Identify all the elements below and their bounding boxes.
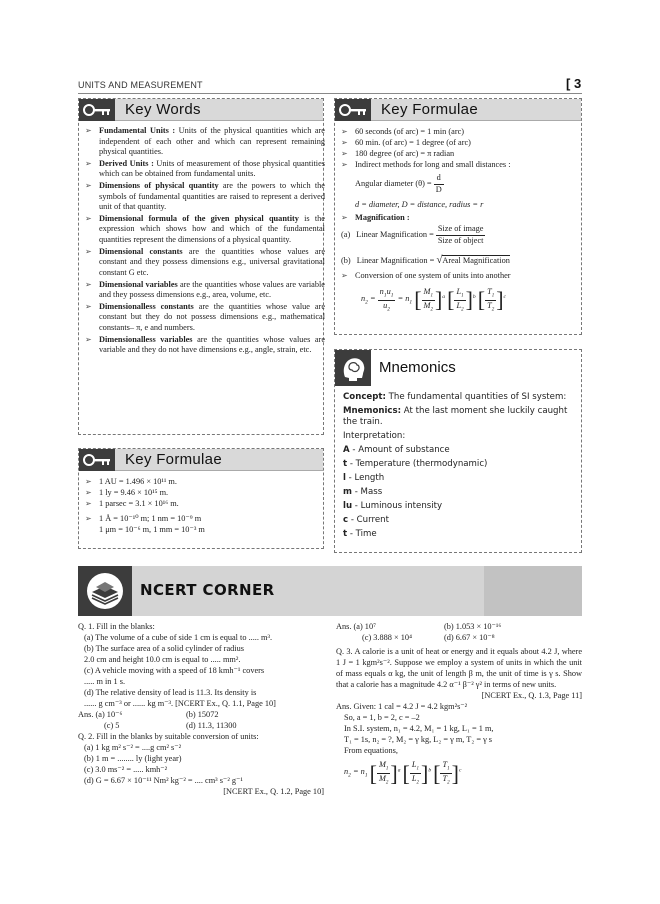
list-item: ➢ Dimensional variables are the quantities whose values are variable and they possess dimensions e.g., area, volume, etc. (85, 279, 325, 300)
q1-answer-row2: (c) 5 (d) 11.3, 11300 (104, 721, 237, 730)
list-item: ➢ Indirect methods for long and small distances : (341, 160, 511, 169)
q3-answer-line5: From equations, (344, 745, 398, 755)
q1-answer-row1: Ans. (a) 10⁻⁶ (b) 15072 (78, 710, 219, 719)
interpretation-label: Interpretation: (343, 430, 406, 441)
ncert-left-column (78, 622, 324, 798)
arrow-bullet-icon: ➢ (341, 127, 348, 136)
q1-part-d-line2: ...... g cm⁻³ or ...... kg m⁻³. [NCERT Ex., Q. 1.1, Page 10] (84, 699, 276, 708)
list-item: ➢ 1 parsec = 3.1 × 10¹⁶ m. (85, 499, 179, 508)
list-item: t - Temperature (thermodynamic) (343, 458, 488, 469)
mnemonics-box (334, 349, 582, 553)
arrow-bullet-icon: ➢ (341, 160, 348, 169)
list-item: ➢ 1 AU = 1.496 × 10¹¹ m. (85, 477, 177, 486)
key-words-title-bar (79, 99, 323, 121)
list-item: ➢ 1 Å = 10⁻¹⁰ m; 1 nm = 10⁻⁹ m (85, 514, 202, 523)
arrow-bullet-icon: ➢ (85, 181, 92, 191)
mnemonics-title: Mnemonics (379, 359, 456, 377)
q2-heading: Q. 2. Fill in the blanks by suitable conversion of units: (78, 732, 259, 741)
q1-part-c-line1: (c) A vehicle moving with a speed of 18 kmh⁻¹ covers (84, 666, 265, 675)
arrow-bullet-icon: ➢ (341, 138, 348, 147)
header-divider (78, 93, 582, 94)
q2-part-d: (d) G = 6.67 × 10⁻¹¹ Nm² kg⁻² = .... cm³ s⁻² g⁻¹ (84, 776, 243, 785)
linear-magnification-a: (a) Linear Magnification = $\frac{\text{Size of image}}{\text{Size of object}}$ (341, 224, 484, 245)
ncert-banner-right (484, 566, 582, 616)
q3-text: Q. 3. A calorie is a unit of heat or energy and it equals about 4.2 J, where 1 J = 1 kgm²s⁻². Suppose we employ a system of units in which the unit of mass equals α kg, the unit of length β m, the unit of time is γ s. Show that a calorie has a magnitude 4.2 α⁻¹ β⁻² γ² in terms of new units. (336, 647, 582, 689)
q1-part-b-line2: 2.0 cm and height 10.0 cm is equal to ..... mm². (84, 655, 241, 664)
list-item: lu - Luminous intensity (343, 500, 443, 511)
ncert-banner (78, 566, 484, 616)
key-words-title: Key Words (125, 100, 201, 118)
q1-part-c-line2: ..... m in 1 s. (84, 677, 126, 686)
arrow-bullet-icon: ➢ (85, 213, 92, 223)
list-item: ➢ Derived Units : Units of measurement of those physical quantities which can be obtained from fundamental units. (85, 158, 326, 179)
q3-answer-line2: So, a = 1, b = 2, c = –2 (344, 712, 420, 722)
key-icon (79, 449, 115, 471)
key-words-box (78, 98, 324, 435)
q3-reference: [NCERT Ex., Q. 1.3, Page 11] (481, 690, 582, 700)
list-item: ➢ 60 min. (of arc) = 1 degree (of arc) (341, 138, 471, 147)
list-item: ➢ Dimensions of physical quantity are the powers to which the symbols of fundamental quantities are raised to represent a derived unit of that quantity. (85, 181, 325, 212)
q2-reference: [NCERT Ex., Q. 1.2, Page 10] (223, 787, 324, 796)
q2-part-a: (a) 1 kg m² s⁻² = ....g cm² s⁻² (84, 743, 182, 752)
list-item: t - Time (343, 528, 377, 539)
q1-part-d-line1: (d) The relative density of lead is 11.3. Its density is (84, 688, 257, 697)
key-words-list (85, 126, 325, 357)
list-item: ➢ Dimensional formula of the given physical quantity is the expression which shows how and which of the fundamental quantities represent the dimensions of a physical quantity. (85, 213, 325, 245)
list-item: A - Amount of substance (343, 444, 450, 455)
key-formulae-right-box (334, 98, 582, 335)
brain-head-icon (335, 350, 371, 386)
concept-line: Concept: The fundamental quantities of SI system: (343, 392, 567, 402)
arrow-bullet-icon: ➢ (85, 514, 92, 523)
key-formulae-right-title-bar (335, 99, 581, 121)
chapter-title: UNITS AND MEASUREMENT (78, 80, 203, 90)
arrow-bullet-icon: ➢ (341, 149, 348, 158)
q2-answer-row1: Ans. (a) 10⁷ (b) 1.053 × 10⁻¹⁶ (336, 622, 502, 631)
mnemonic-line: Mnemonics: At the last moment she luckily caught the train. (343, 405, 568, 428)
list-item: ➢ 1 ly = 9.46 × 10¹⁵ m. (85, 488, 169, 497)
arrow-bullet-icon: ➢ (85, 126, 92, 135)
ncert-title: NCERT CORNER (140, 581, 275, 599)
q3-answer-formula: $n_2 = n_1$ [ $\frac{M_1}{M_2}$ ]$^a$ [ $\frac{L_1}{L_2}$ ]$^b$ [ $\frac{T_1}{T_2}$ ]$^c$ (344, 759, 462, 786)
key-icon (335, 99, 371, 121)
list-item: l - Length (343, 472, 385, 483)
q1-part-b-line1: (b) The surface area of a solid cylinder of radius (84, 644, 244, 653)
arrow-bullet-icon: ➢ (85, 334, 92, 344)
q2-part-b: (b) 1 m = ........ ly (light year) (84, 754, 182, 763)
list-item: ➢ Conversion of one system of units into another (341, 271, 511, 280)
list-item: ➢ Dimensional constants are the quantities whose values are constant and they possess dimensions e.g., universal gravitational constant G etc. (85, 246, 325, 277)
arrow-bullet-icon: ➢ (85, 246, 92, 256)
key-formulae-left-box (78, 448, 324, 549)
mnemonics-body (343, 392, 573, 543)
key-icon (79, 99, 115, 121)
arrow-bullet-icon: ➢ (85, 488, 92, 497)
arrow-bullet-icon: ➢ (85, 499, 92, 508)
angular-diameter-formula: Angular diameter (θ) = $\frac{d}{D}$ (355, 173, 442, 194)
key-formulae-right-list (341, 127, 577, 318)
page-number: [ 3 (566, 76, 582, 91)
arrow-bullet-icon: ➢ (85, 301, 92, 311)
arrow-bullet-icon: ➢ (341, 213, 348, 222)
ncert-right-column (336, 622, 582, 791)
list-item: ➢ Dimensionalless variables are the quantities whose values are variable and they do not have dimensions e.g., angle, strain, etc. (85, 334, 325, 355)
key-formulae-left-title-bar (79, 449, 323, 471)
list-item: ➢ Magnification : (341, 213, 410, 222)
q3-answer-line3: In S.I. system, n₁ = 4.2, M₁ = 1 kg, L₁ = 1 m, (344, 723, 494, 733)
mnemonics-title-bar (335, 350, 456, 386)
angular-note: d = diameter, D = distance, radius = r (355, 200, 484, 209)
list-item: ➢ 60 seconds (of arc) = 1 min (arc) (341, 127, 465, 136)
arrow-bullet-icon: ➢ (85, 279, 92, 289)
list-item: 1 μm = 10⁻⁶ m, 1 mm = 10⁻³ m (99, 525, 205, 534)
list-item: ➢ Dimensionalless constants are the quantities whose value are constant but they do not possess dimensions e.g., mathematical constants– π, e and numbers. (85, 301, 326, 332)
key-formulae-left-title: Key Formulae (125, 450, 222, 468)
list-item: m - Mass (343, 486, 383, 497)
key-formulae-left-list (85, 477, 205, 536)
arrow-bullet-icon: ➢ (85, 477, 92, 486)
q2-part-c: (c) 3.0 ms⁻² = ..... kmh⁻² (84, 765, 168, 774)
q3-answer-line4: T₁ = 1s, n₂ = ?, M₂ = γ kg, L₂ = γ m, T₂ = γ s (344, 734, 493, 744)
list-item: ➢ Fundamental Units : Units of the physical quantities which are independent of each other and which can represent remaining physical quantities. (85, 126, 325, 157)
unit-conversion-formula: $n_2$ = $\frac{n_1u_1}{u_2}$ = $n_1$ [ $\frac{M_1}{M_2}$ ]$^a$ [ $\frac{L_1}{L_2}$ ]$^b$ [ $\frac{T_1}{T_2}$ ]$^c$ (361, 286, 506, 313)
q2-answer-row2: (c) 3.888 × 10⁴ (d) 6.67 × 10⁻⁸ (362, 633, 495, 642)
q1-heading: Q. 1. Fill in the blanks: (78, 622, 155, 631)
list-item: c - Current (343, 514, 389, 525)
arrow-bullet-icon: ➢ (85, 158, 92, 168)
list-item: ➢ 180 degree (of arc) = π radian (341, 149, 455, 158)
linear-magnification-b: (b) Linear Magnification = √Areal Magnification (341, 254, 510, 266)
stacked-books-icon (78, 566, 132, 616)
key-formulae-right-title: Key Formulae (381, 100, 478, 118)
arrow-bullet-icon: ➢ (341, 271, 348, 280)
q1-part-a: (a) The volume of a cube of side 1 cm is equal to ..... m³. (84, 633, 273, 642)
q3-answer-line1: Ans. Given: 1 cal = 4.2 J = 4.2 kgm²s⁻² (336, 701, 468, 711)
